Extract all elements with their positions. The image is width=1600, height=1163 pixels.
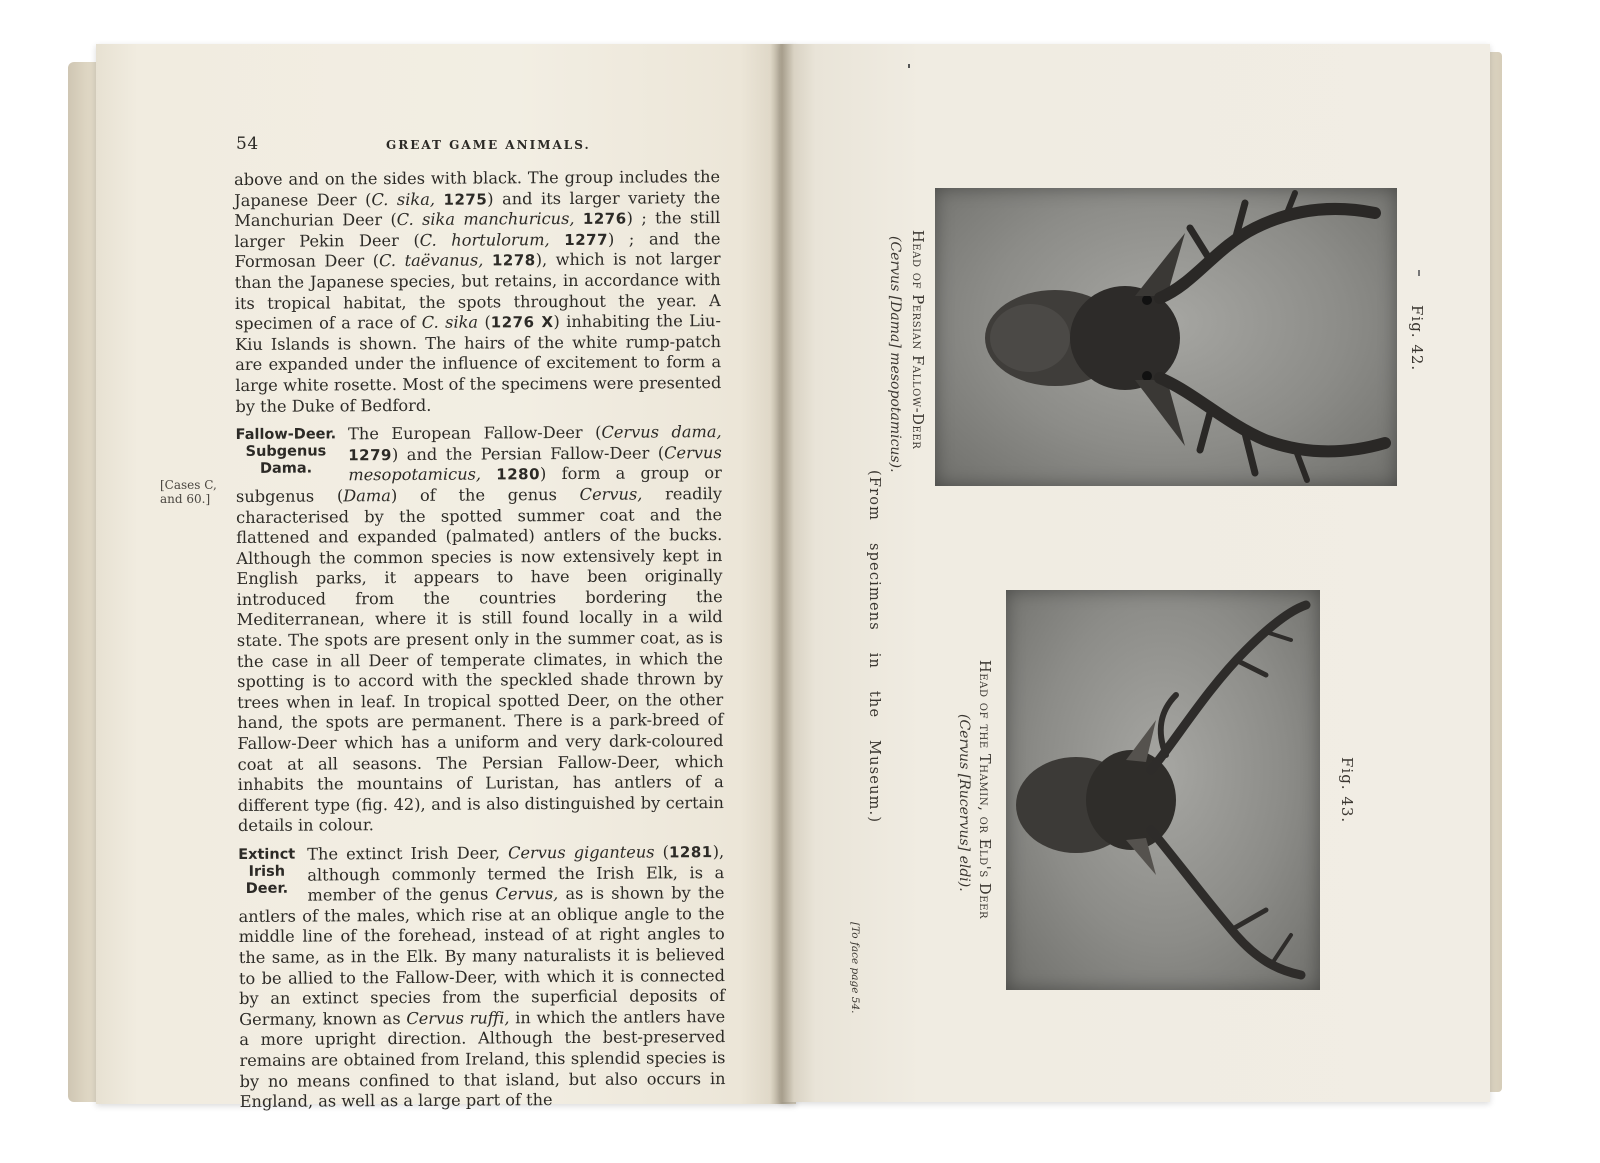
text-run: as is shown by the antlers of the males, which rise at an oblique angle to the middle line of the forehead, instead of at right angles to the same, as in the Elk. By many naturalists it is believed to be allied to the Fallow-Deer, with which it is connected by an extinct species from the superficial deposits of Germany, known as — [238, 883, 726, 1029]
sidehead-line: Subgenus — [245, 443, 327, 461]
specimen-number: 1278 — [491, 251, 536, 270]
paragraph-fallow-deer-text — [236, 422, 724, 835]
italic-run: Cervus ruffi, — [406, 1008, 510, 1028]
specimen-number: 1276 X — [490, 313, 554, 332]
sidehead-line: Fallow-Deer. — [235, 426, 337, 444]
margin-note-line: [Cases C, — [160, 478, 217, 492]
fig43-caption-latin: (Cervus [Rucervus] eldi). — [956, 714, 972, 892]
print-mark — [1418, 270, 1420, 276]
running-title: GREAT GAME ANIMALS. — [386, 138, 591, 152]
text-run: ( — [477, 312, 491, 332]
italic-run: C. hortulorum, — [419, 229, 550, 250]
text-run: ) and the Persian Fallow-Deer ( — [391, 443, 665, 464]
text-run: readily characterised by the spotted summer coat and the flattened and expanded (palmated) antlers of the bucks. Although the common species is now extensively kept in English parks, it appears to have been originally introduced from the countries bordering the Mediterranean, where it is still found locally in a wild state. The spots are present only in the summer coat, as is the case in all Deer of temperate climates, in which the spotting is to accord with the speckled shade thrown by trees when in leaf. In tropical spotted Deer, on the other hand, the spots are permanent. There is a park-breed of Fallow-Deer which has a uniform and very dark-coloured coat at all seasons. The Persian Fallow-Deer, which inhabits the mountains of Luristan, has antlers of a different type (fig. 42), and is also distinguished by certain details in colour. — [236, 483, 724, 836]
text-run: in which the antlers have a more upright direction. Although the best-preserved remains are obtained from Ireland, this splendid species is by no means confined to that island, but also occurs in England, as well as a large part of the — [239, 1006, 726, 1112]
paragraph-fallow-deer — [236, 422, 725, 837]
italic-run: C. taëvanus, — [379, 250, 484, 271]
fig43-label: Fig. 43. — [1338, 757, 1356, 824]
running-head — [236, 134, 716, 156]
italic-run: C. sika manchuricus, — [396, 209, 575, 230]
fig42-photo-persian-fallow-deer — [935, 188, 1397, 486]
sidehead-fallow-deer — [236, 427, 337, 479]
print-mark — [908, 64, 910, 68]
fig43-photo-thamin-deer — [1006, 590, 1320, 990]
paragraph-japanese-deer — [234, 167, 722, 417]
sidehead-line: Irish — [248, 863, 286, 880]
specimen-number: 1279 — [348, 445, 393, 465]
book-gutter — [770, 44, 794, 1104]
fig43-caption-title: Head of the Thamin, or Eld's Deer — [976, 660, 992, 920]
text-run: The European Fallow-Deer ( — [348, 422, 602, 444]
text-run: ) inhabiting the Liu-Kiu Islands is shown. The hairs of the white rump-patch are expanded under the influence of excitement to form a large white rosette. Most of the specimens were presented by the Duke of Bedford. — [235, 311, 722, 416]
text-run: ) ; and the Formosan Deer ( — [234, 228, 721, 272]
paragraph-irish-deer-text — [239, 842, 726, 1111]
text-run — [550, 230, 565, 249]
fig42-label: Fig. 42. — [1408, 305, 1426, 372]
margin-note-cases — [160, 478, 230, 506]
specimen-number: 1281 — [668, 843, 713, 862]
text-run: ) ; the still larger Pekin Deer ( — [234, 208, 721, 251]
specimen-number: 1277 — [564, 230, 609, 249]
thamin-deer-head-image — [1006, 590, 1320, 990]
fallow-deer-head-image — [935, 188, 1397, 486]
italic-run: Cervus giganteus — [507, 842, 655, 863]
italic-run: C. sika — [421, 312, 479, 333]
specimen-number: 1276 — [582, 209, 627, 229]
text-run: ) of the genus — [390, 484, 580, 505]
page-number: 54 — [236, 134, 259, 154]
paragraph-irish-deer — [238, 842, 726, 1113]
facing-page-note: [To face page 54. — [849, 922, 861, 1014]
margin-note-line: and 60.] — [160, 492, 211, 506]
plate-source-note: (From specimens in the Museum.) — [866, 470, 882, 824]
sidehead-irish-deer — [238, 847, 295, 898]
text-run — [574, 209, 582, 228]
italic-run: C. sika, — [371, 189, 436, 209]
text-run: ), although commonly termed the Irish Elk, is a member of the genus — [307, 842, 725, 905]
italic-run: Cervus mesopotamicus, — [348, 442, 722, 485]
fig42-caption-title: Head of Persian Fallow-Deer — [909, 230, 925, 450]
sidehead-line: Dama. — [259, 460, 313, 477]
italic-run: Dama — [343, 485, 391, 506]
sidehead-line: Extinct — [238, 846, 296, 863]
italic-run: Cervus dama, — [601, 422, 722, 442]
italic-run: Cervus, — [495, 884, 559, 904]
body-text — [234, 167, 726, 1113]
text-run: above and on the sides with black. The group includes the Japanese Deer ( — [234, 167, 721, 210]
text-run: ), which is not larger than the Japanese species, but retains, in accordance with its tropical habitat, the spots throughout the year. A specimen of a race of — [234, 249, 721, 334]
text-run: ( — [654, 842, 670, 862]
specimen-number: 1275 — [443, 190, 488, 209]
fig42-caption-latin: (Cervus [Dama] mesopotamicus). — [887, 236, 903, 473]
italic-run: Cervus, — [579, 484, 643, 504]
text-run: ) and its larger variety the Manchurian Deer ( — [234, 187, 721, 231]
text-run — [481, 465, 496, 484]
text-run: The extinct Irish Deer, — [307, 843, 509, 864]
text-run: ) form a group or subgenus ( — [235, 463, 722, 506]
specimen-number: 1280 — [496, 465, 541, 484]
sidehead-line: Deer. — [245, 880, 289, 897]
